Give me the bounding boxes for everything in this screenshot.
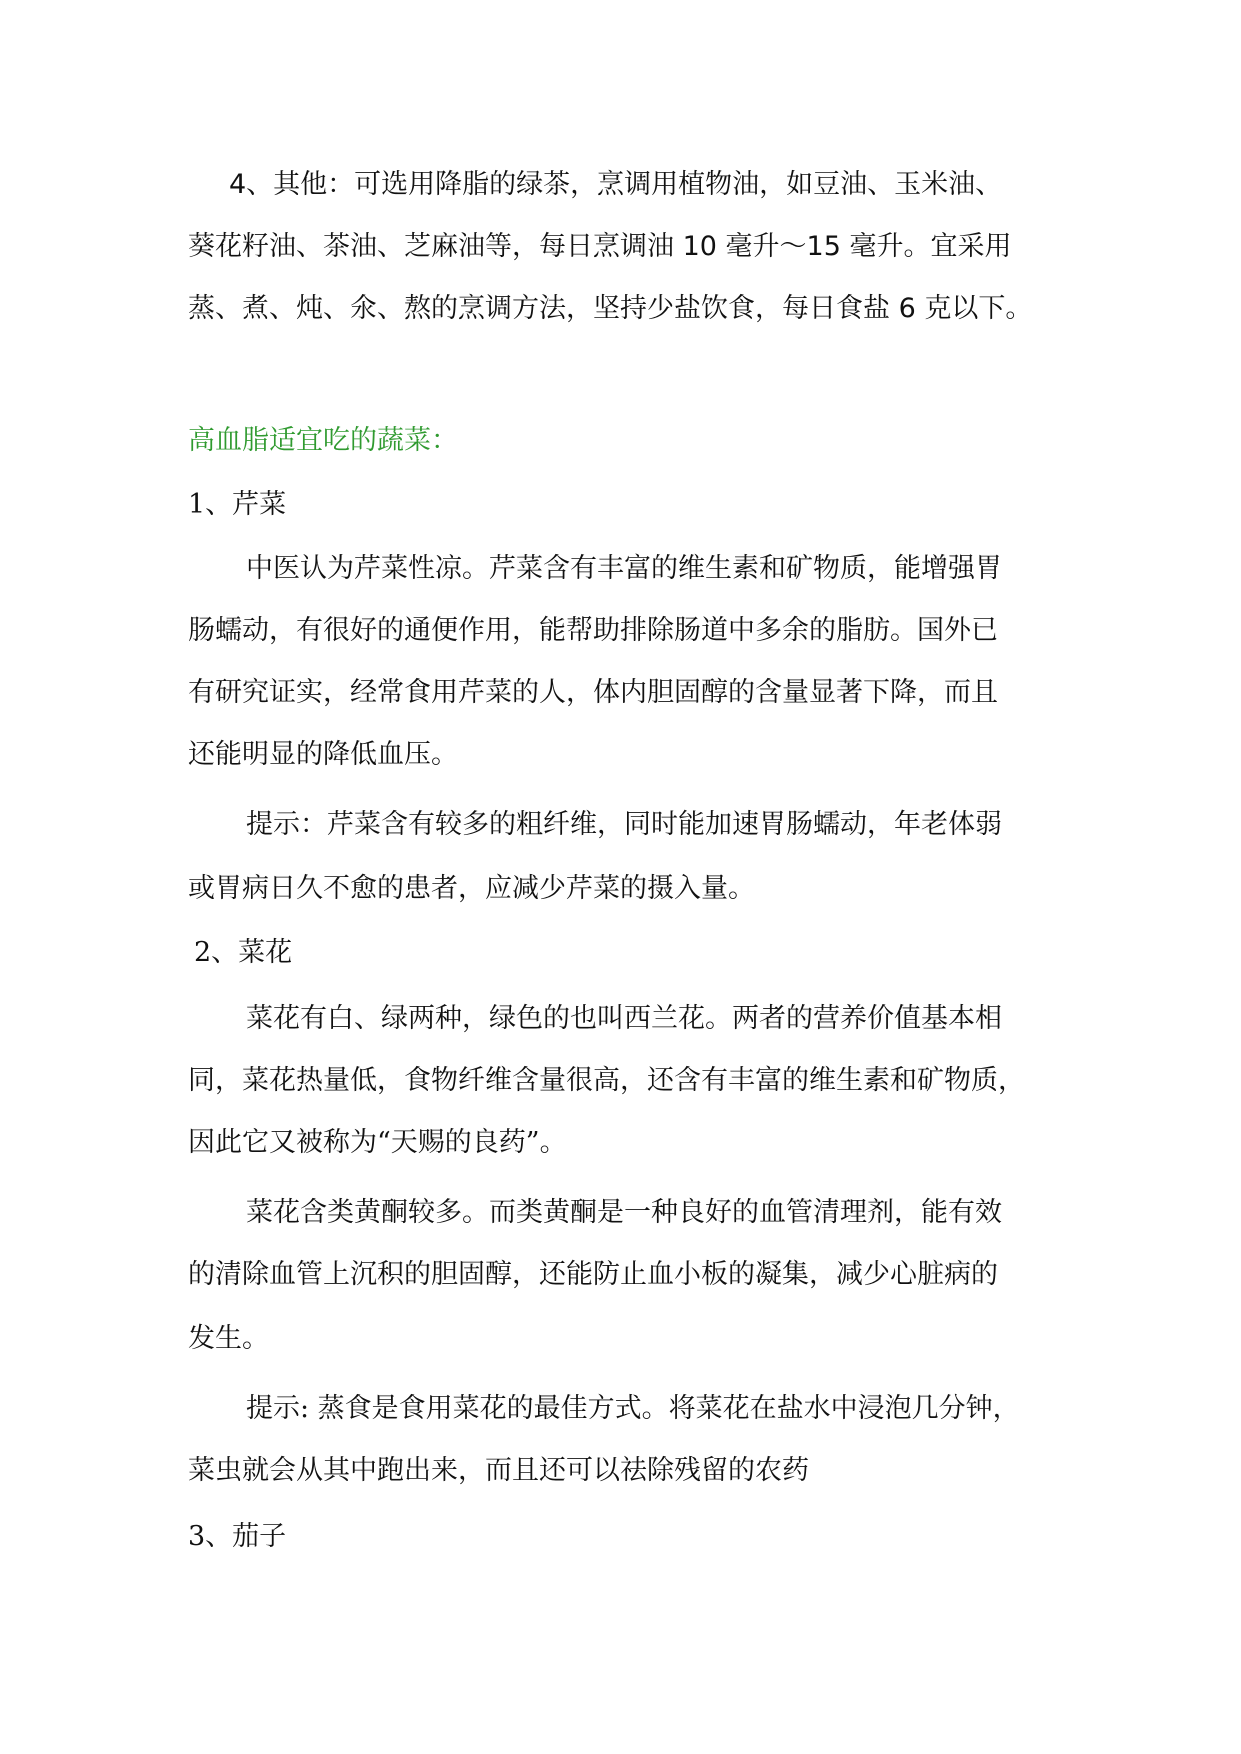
- paragraph-other-line-1: 4、其他：可选用降脂的绿茶，烹调用植物油，如豆油、玉米油、: [229, 169, 1003, 200]
- item-2-title: 2、菜花: [194, 937, 293, 968]
- item-1-body-line-3: 有研究证实，经常食用芹菜的人，体内胆固醇的含量显著下降，而且: [188, 677, 998, 708]
- item-3-title: 3、茄子: [188, 1521, 287, 1552]
- section-title: 高血脂适宜吃的蔬菜：: [188, 425, 458, 456]
- item-1-body-line-4: 还能明显的降低血压。: [188, 739, 458, 770]
- item-1-tip-line-2: 或胃病日久不愈的患者，应减少芹菜的摄入量。: [188, 873, 755, 904]
- item-2-body1-line-3: 因此它又被称为“天赐的良药”。: [188, 1127, 567, 1158]
- item-2-body2-line-3: 发生。: [188, 1323, 269, 1354]
- item-2-tip-line-2: 菜虫就会从其中跑出来，而且还可以祛除残留的农药: [188, 1455, 809, 1486]
- item-2-body1-line-2: 同，菜花热量低，食物纤维含量很高，还含有丰富的维生素和矿物质，: [188, 1065, 1025, 1096]
- paragraph-other-line-3: 蒸、煮、炖、氽、熬的烹调方法，坚持少盐饮食，每日食盐 6 克以下。: [188, 293, 1033, 324]
- item-1-body-line-2: 肠蠕动，有很好的通便作用，能帮助排除肠道中多余的脂肪。国外已: [188, 615, 998, 646]
- item-1-title: 1、芹菜: [188, 489, 287, 520]
- paragraph-other-line-2: 葵花籽油、茶油、芝麻油等，每日烹调油 10 毫升～15 毫升。宜采用: [188, 231, 1012, 262]
- item-2-body2-line-2: 的清除血管上沉积的胆固醇，还能防止血小板的凝集，减少心脏病的: [188, 1259, 998, 1290]
- item-1-tip-line-1: 提示：芹菜含有较多的粗纤维，同时能加速胃肠蠕动，年老体弱: [246, 809, 1002, 840]
- item-2-tip-line-1: 提示: 蒸食是食用菜花的最佳方式。将菜花在盐水中浸泡几分钟，: [246, 1393, 1020, 1424]
- item-1-body-line-1: 中医认为芹菜性凉。芹菜含有丰富的维生素和矿物质，能增强胃: [246, 553, 1002, 584]
- item-2-body1-line-1: 菜花有白、绿两种，绿色的也叫西兰花。两者的营养价值基本相: [246, 1003, 1002, 1034]
- item-2-body2-line-1: 菜花含类黄酮较多。而类黄酮是一种良好的血管清理剂，能有效: [246, 1197, 1002, 1228]
